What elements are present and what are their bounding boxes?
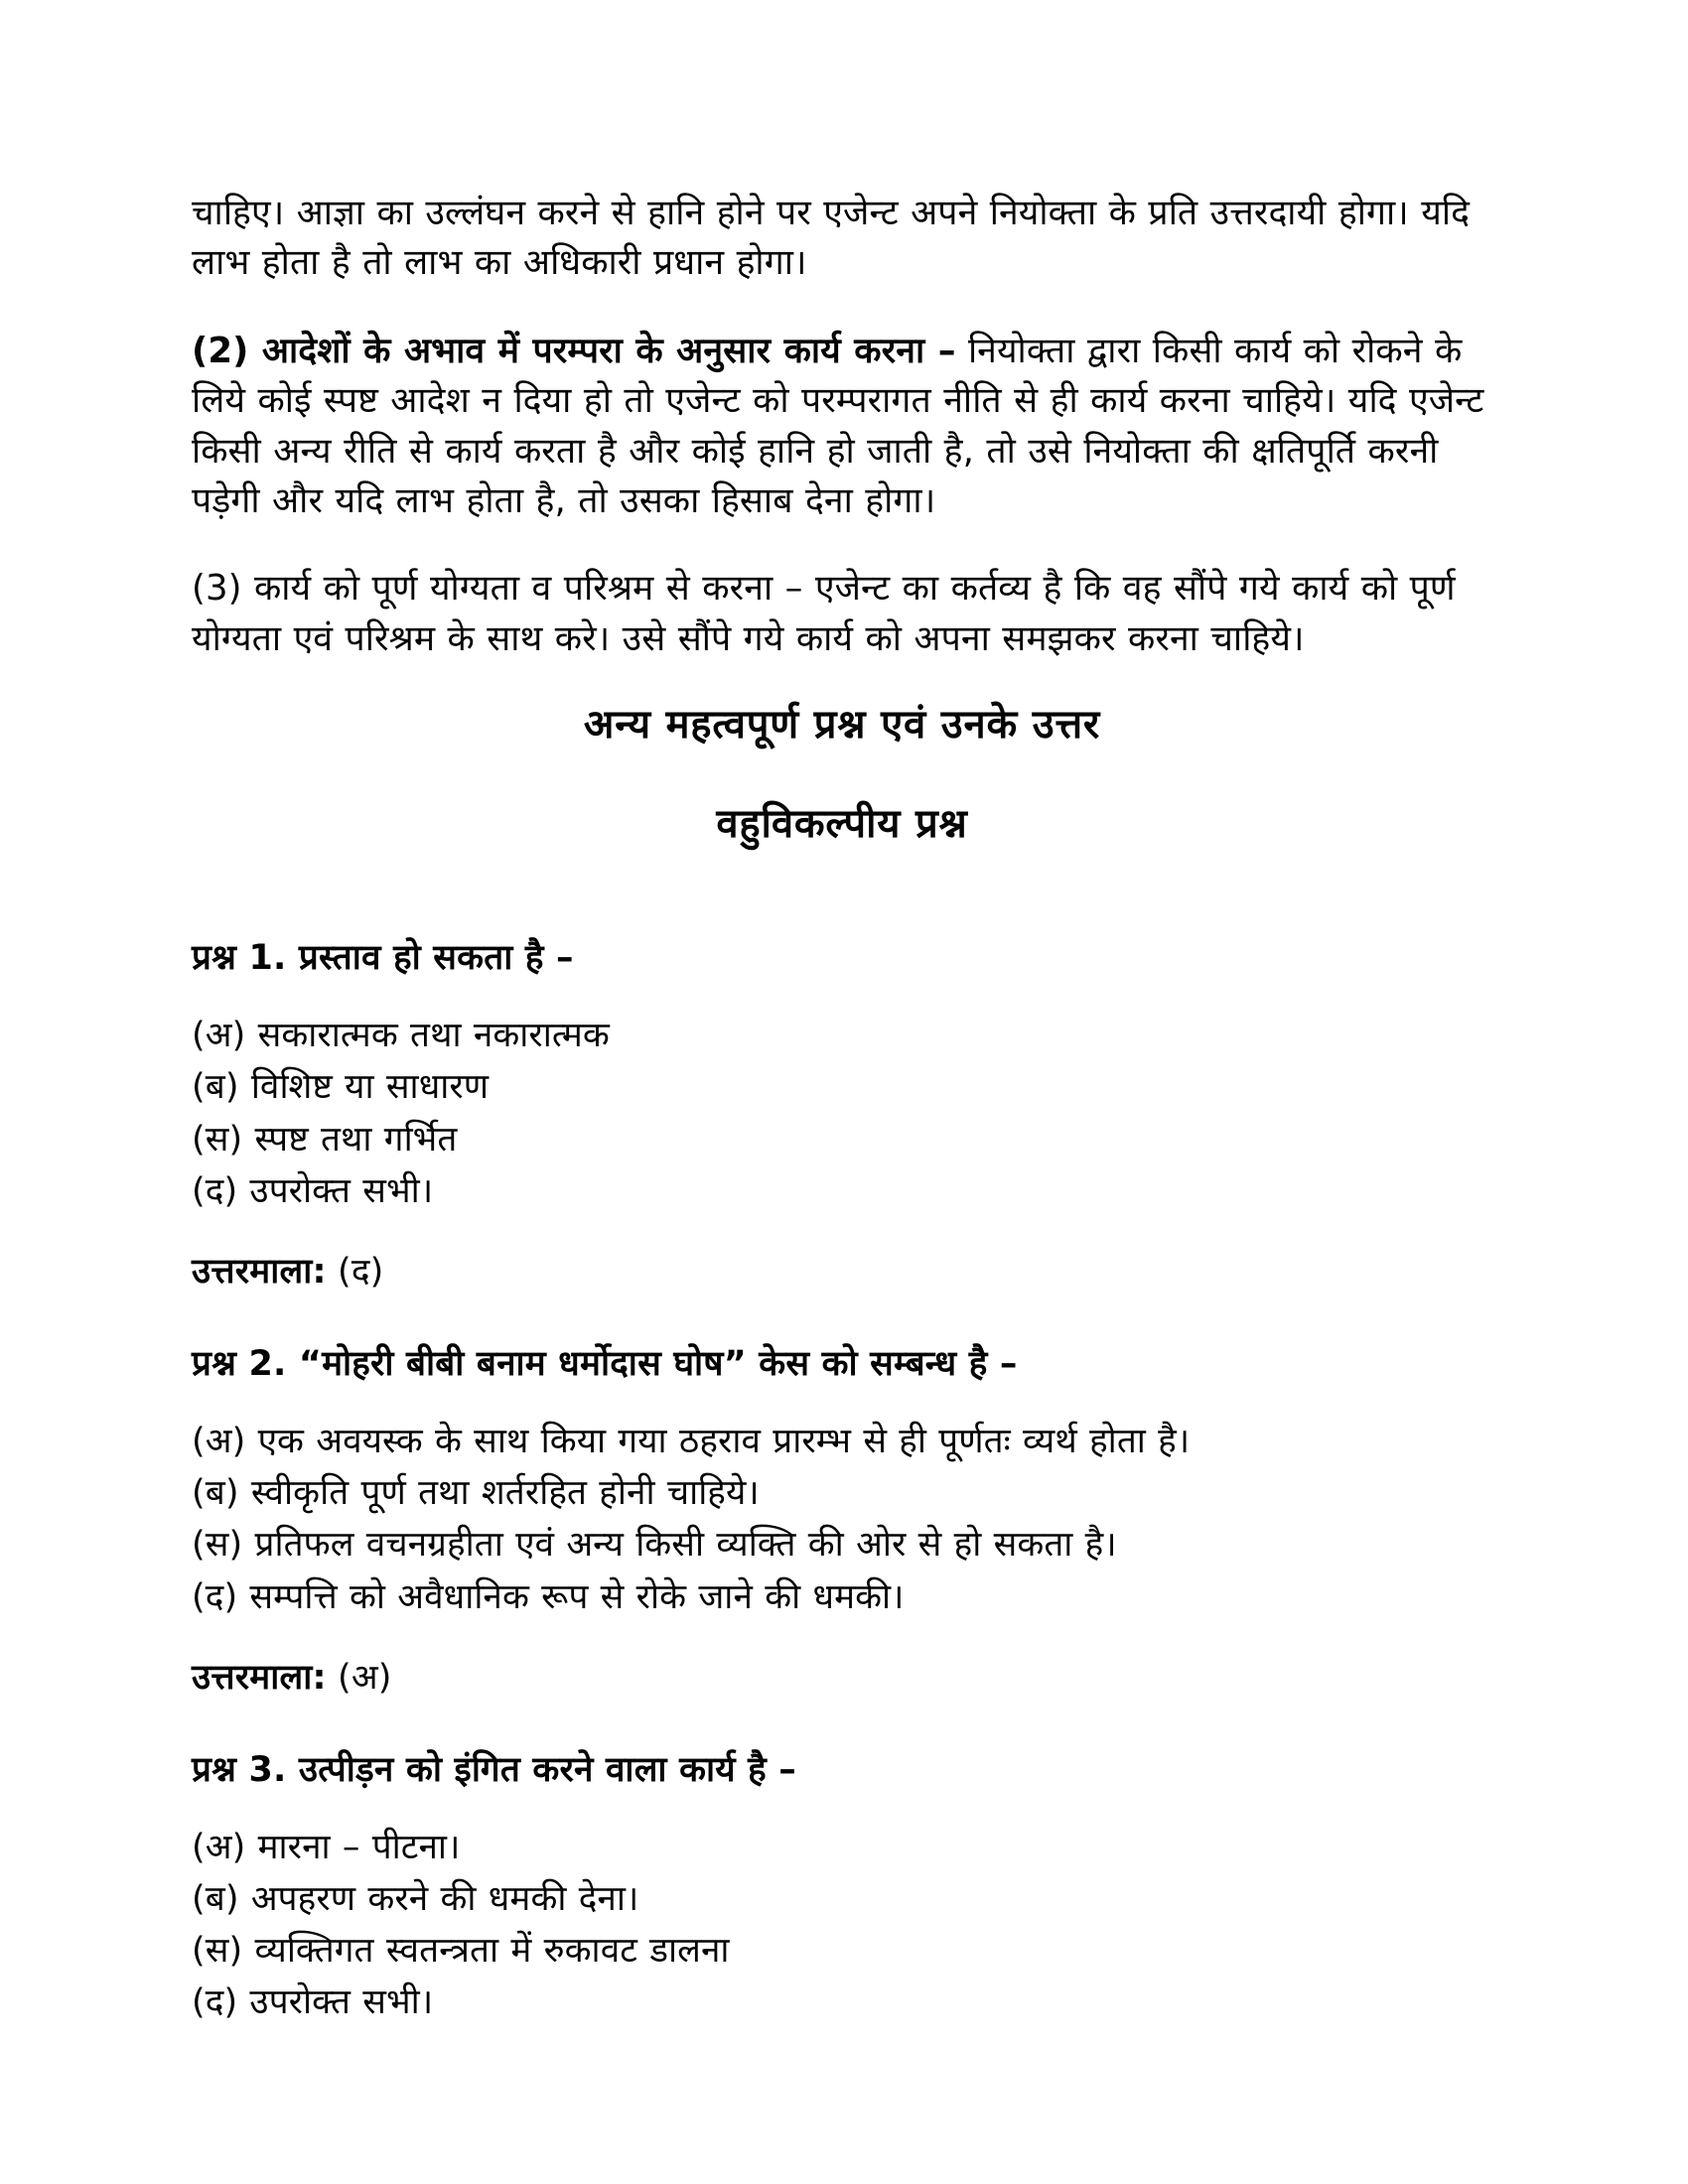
option-item[interactable]: (स) प्रतिफल वचनग्रहीता एवं अन्य किसी व्यक्ति की ओर से हो सकता है। <box>192 1525 1117 1566</box>
question-text-3: प्रश्न 3. उत्पीड़न को इंगित करने वाला कार्य है – <box>192 1749 796 1790</box>
option-item[interactable]: (स) स्पष्ट तथा गर्भित <box>192 1119 458 1160</box>
answer-value: (द) <box>338 1252 384 1292</box>
heading-other-important-questions: अन्य महत्वपूर्ण प्रश्न एवं उनके उत्तर <box>583 702 1101 749</box>
paragraph-continuation-text: चाहिए। आज्ञा का उल्लंघन करने से हानि होने पर एजेन्ट अपने नियोक्ता के प्रति उत्तरदायी होगा। यदि लाभ होता है तो लाभ का अधिकारी प्रधान होगा। <box>192 193 1471 284</box>
paragraph-duty-3-text: एजेन्ट का कर्तव्य है कि वह सौंपे गये कार्य को पूर्ण योग्यता एवं परिश्रम के साथ करे। उसे सौंपे गये कार्य को अपना समझकर करना चाहिये। <box>192 568 1456 659</box>
options-list-2 <box>192 1419 1492 1620</box>
paragraph-duty-3-lead: (3) कार्य को पूर्ण योग्यता व परिश्रम से करना – <box>192 568 803 610</box>
answer-row-1 <box>192 1248 1492 1297</box>
option-item[interactable]: (ब) स्वीकृति पूर्ण तथा शर्तरहित होनी चाहिये। <box>192 1473 760 1514</box>
option-item[interactable]: (स) व्यक्तिगत स्वतन्त्रता में रुकावट डालना <box>192 1931 730 1972</box>
heading-multiple-choice-questions: वहुविकल्पीय प्रश्न <box>716 801 968 848</box>
answer-row-2 <box>192 1654 1492 1703</box>
option-item[interactable]: (अ) एक अवयस्क के साथ किया गया ठहराव प्रारम्भ से ही पूर्णतः व्यर्थ होता है। <box>192 1422 1191 1461</box>
option-item[interactable]: (ब) विशिष्ट या साधारण <box>192 1067 490 1108</box>
option-item[interactable]: (अ) मारना – पीटना। <box>192 1827 461 1867</box>
paragraph-duty-2 <box>192 327 1492 527</box>
paragraph-duty-3 <box>192 564 1492 664</box>
question-text-1: प्रश्न 1. प्रस्ताव हो सकता है – <box>192 938 574 979</box>
option-item[interactable]: (द) सम्पत्ति को अवैधानिक रूप से रोके जाने की धमकी। <box>192 1576 905 1617</box>
question-block-3 <box>192 1746 1492 2026</box>
paragraph-duty-2-lead: (2) आदेशों के अभाव में परम्परा के अनुसार कार्य करना – <box>192 330 956 371</box>
option-item[interactable]: (ब) अपहरण करने की धमकी देना। <box>192 1878 639 1919</box>
question-text-2: प्रश्न 2. “मोहरी बीबी बनाम धर्मोदास घोष” केस को सम्बन्ध है – <box>192 1344 1018 1384</box>
question-block-2 <box>192 1340 1492 1703</box>
option-item[interactable]: (द) उपरोक्त सभी। <box>192 1982 434 2023</box>
option-item[interactable]: (अ) सकारात्मक तथा नकारात्मक <box>192 1016 610 1056</box>
question-block-1 <box>192 934 1492 1297</box>
answer-value: (अ) <box>338 1657 392 1698</box>
answer-label: उत्तरमाला: <box>192 1252 327 1292</box>
option-item[interactable]: (द) उपरोक्त सभी। <box>192 1170 434 1211</box>
paragraph-continuation <box>192 189 1492 289</box>
answer-label: उत्तरमाला: <box>192 1657 327 1698</box>
document-body <box>192 189 1492 2026</box>
options-list-1 <box>192 1013 1492 1214</box>
heading-question-gap <box>192 851 1492 934</box>
options-list-3 <box>192 1825 1492 2026</box>
section-headings <box>192 698 1492 851</box>
paragraph-duty-2-text: नियोक्ता द्वारा किसी कार्य को रोकने के लिये कोई स्पष्ट आदेश न दिया हो तो एजेन्ट को परम्परागत नीति से ही कार्य करना चाहिये। यदि एजेन्ट किसी अन्य रीति से कार्य करता है और कोई हानि हो जाती है, तो उसे नियोक्ता की क्षतिपूर्ति करनी पड़ेगी और यदि लाभ होता है, तो उसका हिसाब देना होगा। <box>192 330 1484 522</box>
